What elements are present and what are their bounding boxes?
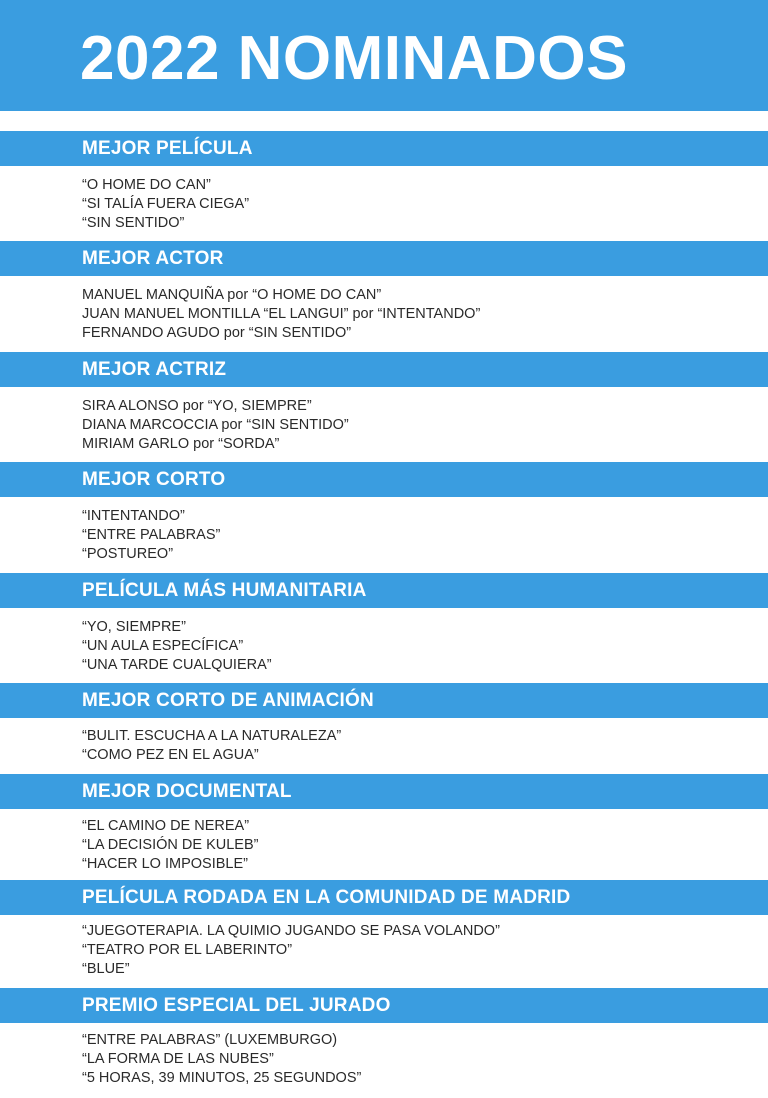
category-bar-premio-especial-del-jurado xyxy=(0,988,768,1023)
list-item: “SIN SENTIDO” xyxy=(82,215,185,231)
page-header xyxy=(0,0,768,111)
list-item: “UN AULA ESPECÍFICA” xyxy=(82,638,244,654)
category-title: PELÍCULA RODADA EN LA COMUNIDAD DE MADRID xyxy=(82,887,571,908)
list-item: FERNANDO AGUDO por “SIN SENTIDO” xyxy=(82,325,352,341)
list-item: JUAN MANUEL MONTILLA “EL LANGUI” por “INTENTANDO” xyxy=(82,306,481,322)
nominee-list xyxy=(82,727,341,765)
list-item: “INTENTANDO” xyxy=(82,508,185,524)
nominee-list xyxy=(82,176,249,233)
list-item: “TEATRO POR EL LABERINTO” xyxy=(82,942,293,958)
list-item: “JUEGOTERAPIA. LA QUIMIO JUGANDO SE PASA VOLANDO” xyxy=(82,923,500,939)
list-item: “EL CAMINO DE NEREA” xyxy=(82,818,250,834)
list-item: “LA FORMA DE LAS NUBES” xyxy=(82,1051,274,1067)
list-item: “BULIT. ESCUCHA A LA NATURALEZA” xyxy=(82,728,342,744)
category-bar-mejor-corto xyxy=(0,462,768,497)
category-bar-mejor-actor xyxy=(0,241,768,276)
list-item: “O HOME DO CAN” xyxy=(82,177,211,193)
category-title: PREMIO ESPECIAL DEL JURADO xyxy=(82,995,391,1016)
nominee-list xyxy=(82,397,349,454)
list-item: “ENTRE PALABRAS” (LUXEMBURGO) xyxy=(82,1032,338,1048)
category-bar-mejor-actriz xyxy=(0,352,768,387)
category-bar-mejor-pelicula xyxy=(0,131,768,166)
nominee-list xyxy=(82,618,272,675)
category-title: PELÍCULA MÁS HUMANITARIA xyxy=(82,580,367,601)
category-title: MEJOR ACTOR xyxy=(82,248,224,269)
list-item: “LA DECISIÓN DE KULEB” xyxy=(82,837,259,853)
category-bar-pelicula-mas-humanitaria xyxy=(0,573,768,608)
list-item: MANUEL MANQUIÑA por “O HOME DO CAN” xyxy=(82,287,382,303)
nominee-list xyxy=(82,817,258,874)
list-item: “UNA TARDE CUALQUIERA” xyxy=(82,657,272,673)
category-bar-mejor-documental xyxy=(0,774,768,809)
list-item: “HACER LO IMPOSIBLE” xyxy=(82,856,248,872)
nominee-list xyxy=(82,507,220,564)
category-title: MEJOR PELÍCULA xyxy=(82,138,253,159)
list-item: “POSTUREO” xyxy=(82,546,174,562)
list-item: “5 HORAS, 39 MINUTOS, 25 SEGUNDOS” xyxy=(82,1070,362,1086)
category-bar-mejor-corto-de-animacion xyxy=(0,683,768,718)
list-item: “BLUE” xyxy=(82,961,130,977)
list-item: “YO, SIEMPRE” xyxy=(82,619,186,635)
list-item: MIRIAM GARLO por “SORDA” xyxy=(82,436,280,452)
category-title: MEJOR CORTO DE ANIMACIÓN xyxy=(82,690,374,711)
list-item: “SI TALÍA FUERA CIEGA” xyxy=(82,196,250,212)
category-bar-pelicula-rodada-madrid xyxy=(0,880,768,915)
list-item: “ENTRE PALABRAS” xyxy=(82,527,221,543)
nominee-list xyxy=(82,922,500,979)
list-item: DIANA MARCOCCIA por “SIN SENTIDO” xyxy=(82,417,349,433)
nominee-list xyxy=(82,286,480,343)
category-title: MEJOR ACTRIZ xyxy=(82,359,227,380)
list-item: SIRA ALONSO por “YO, SIEMPRE” xyxy=(82,398,312,414)
page-title: 2022 NOMINADOS xyxy=(80,24,628,93)
list-item: “COMO PEZ EN EL AGUA” xyxy=(82,747,259,763)
category-title: MEJOR DOCUMENTAL xyxy=(82,781,292,802)
category-title: MEJOR CORTO xyxy=(82,469,226,490)
nominee-list xyxy=(82,1031,361,1088)
